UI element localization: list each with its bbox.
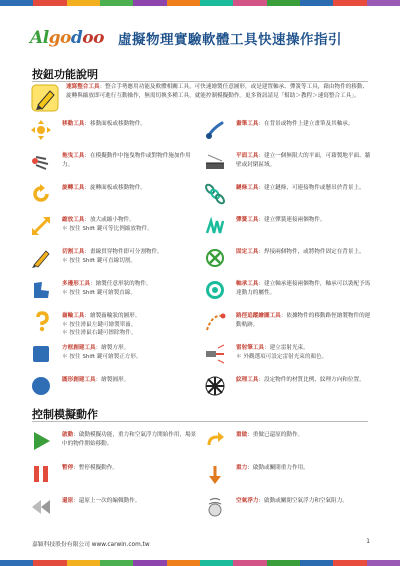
stripe-segment — [200, 560, 233, 566]
tools-item — [204, 373, 372, 404]
tools-desc: ：建立彈簧連接兩個物件。 — [258, 217, 326, 223]
stripe-segment — [33, 0, 66, 6]
tools-desc: ：旋轉面板或移動物件。 — [84, 185, 146, 191]
section-title-controls: 控制模擬動作 — [32, 408, 98, 421]
sketch-tool-desc: ：整合手勢應用功能及軟體相關工具，可快速繪製任意圖形，或是建置軸承、彈簧等工具，藉由物件的移動、旋轉與縮放即可進行互動操作，無需切換多種工具，就能控制模擬動作。更多資訊請見「幫助＞教程＞速寫整合工具」。 — [66, 84, 369, 99]
controls-name: 重做 — [236, 432, 248, 438]
tools-note: ＊ 外觀選項可設定雷射光束的顏色。 — [236, 353, 328, 360]
pause-icon — [30, 463, 52, 485]
stripe-segment — [300, 560, 333, 566]
chain-icon — [204, 183, 226, 205]
controls-desc: ：重做已還原的動作。 — [247, 432, 304, 438]
spring-icon — [204, 215, 226, 237]
stripe-segment — [100, 0, 133, 6]
tools-desc: ：放大或縮小物件。 — [84, 217, 135, 223]
stripe-segment — [0, 560, 33, 566]
tools-item — [30, 373, 198, 404]
tools-note: ＊ 按住 Shift 鍵可繪製直線。 — [62, 289, 136, 296]
tools-name: 固定工具 — [236, 249, 259, 255]
controls-item — [204, 461, 372, 492]
hinge-icon — [204, 279, 226, 301]
tools-name: 圓形創建工具 — [62, 377, 96, 383]
tracer-icon — [204, 311, 226, 333]
brush-icon — [204, 119, 226, 141]
tools-name: 拖曳工具 — [62, 153, 85, 159]
tools-name: 鏈條工具 — [236, 185, 259, 191]
tools-item — [30, 341, 198, 372]
redo-icon — [204, 430, 226, 452]
tools-name: 雷射筆工具 — [236, 345, 264, 351]
drag-icon — [30, 151, 52, 173]
tools-name: 路徑追蹤繪圖工具 — [236, 313, 281, 319]
stripe-segment — [67, 0, 100, 6]
tools-note: ＊ 按住 Shift 鍵可等比例縮放物件。 — [62, 225, 153, 232]
move-icon — [30, 119, 52, 141]
tools-name: 紋理工具 — [236, 377, 259, 383]
tools-grid — [30, 117, 370, 404]
tools-name: 移動工具 — [62, 121, 85, 127]
tools-name: 彈簧工具 — [236, 217, 259, 223]
tools-desc: ：焊接兩個物件，或將物件固定在背景上。 — [258, 249, 365, 255]
controls-name: 重力 — [236, 465, 248, 471]
tools-item — [30, 181, 198, 212]
tools-desc: ：畫線貫穿物件即可分割物件。 — [84, 249, 163, 255]
tools-name: 旋轉工具 — [62, 185, 85, 191]
tools-item — [204, 213, 372, 244]
tools-item — [204, 181, 372, 212]
bottom-color-stripe — [0, 560, 400, 566]
algodoo-logo: Algodoo — [30, 28, 104, 48]
tools-desc: ：設定物件的材質比例、紋理方向和位置。 — [258, 377, 365, 383]
company-info: 嘉穎科技股份有限公司 www.carwin.com.tw — [32, 542, 150, 548]
tools-item — [30, 277, 198, 308]
page-number: 1 — [366, 539, 370, 545]
controls-grid — [30, 428, 370, 525]
gear-icon — [30, 311, 52, 333]
tools-name: 縮放工具 — [62, 217, 85, 223]
tools-item — [204, 277, 372, 308]
air-icon — [204, 496, 226, 518]
tools-desc: ：在模擬動作中拖曳物件或對物件施加作用力。 — [62, 153, 191, 168]
texture-icon — [204, 375, 226, 397]
controls-desc: ：啟動或關閉重力作用。 — [247, 465, 309, 471]
controls-item — [204, 494, 372, 525]
tools-desc: ：繪製任意形狀的物件。 — [89, 281, 152, 287]
stripe-segment — [133, 560, 166, 566]
tools-desc: ：建立軸承連接兩個物件，軸承可以裝配予馬達動力的屬性。 — [236, 281, 371, 296]
controls-name: 暫停 — [62, 465, 74, 471]
stripe-segment — [367, 560, 400, 566]
stripe-segment — [333, 560, 366, 566]
stripe-segment — [100, 560, 133, 566]
stripe-segment — [333, 0, 366, 6]
controls-name: 啟動 — [62, 432, 74, 438]
tools-desc: ：移動面板或移動物件。 — [84, 121, 146, 127]
tools-item — [30, 149, 198, 180]
knife-icon — [30, 247, 52, 269]
header — [30, 26, 380, 50]
tools-name: 平面工具 — [236, 153, 259, 159]
stripe-segment — [367, 0, 400, 6]
plane-icon — [204, 151, 226, 173]
sketch-tool-name: 速寫整合工具 — [66, 84, 100, 90]
fixate-icon — [204, 247, 226, 269]
tools-name: 切割工具 — [62, 249, 85, 255]
scale-icon — [30, 215, 52, 237]
tools-desc: ：在背景或物件上建立畫筆及其軸承。 — [258, 121, 354, 127]
box-icon — [30, 343, 52, 365]
tools-desc: ：繪製方形。 — [95, 345, 130, 351]
footer — [32, 539, 370, 548]
controls-item — [30, 461, 198, 492]
tools-name: 方框創建工具 — [62, 345, 96, 351]
tools-desc: ：繪製齒輪狀的圖形。 — [84, 313, 141, 319]
stripe-segment — [267, 560, 300, 566]
stripe-segment — [0, 0, 33, 6]
polygon-icon — [30, 279, 52, 301]
tools-name: 軸承工具 — [236, 281, 259, 287]
stripe-segment — [200, 0, 233, 6]
stripe-segment — [300, 0, 333, 6]
tools-note: ＊ 按住 Shift 鍵可直線切割。 — [62, 257, 136, 264]
tools-item — [204, 149, 372, 180]
tools-desc: ：依據物件的移動路徑繪製物件的運動軌跡。 — [236, 313, 371, 328]
controls-desc: ：啟動模擬功能，重力和空氣浮力開始作用，場景中的物件開始移動。 — [62, 432, 197, 447]
tools-item — [204, 341, 372, 372]
controls-desc: ：啟動或關閉空氣浮力和空氣阻力。 — [258, 498, 348, 504]
stripe-segment — [167, 0, 200, 6]
tools-item — [30, 213, 198, 244]
tools-desc: ：建立一個無限大的平面，可藉製地平面、牆壁或封閉區域。 — [236, 153, 371, 168]
page-title: 虛擬物理實驗軟體工具快速操作指引 — [117, 32, 342, 48]
controls-desc: ：還原上一次的編輯動作。 — [73, 498, 141, 504]
sketch-pencil-icon — [30, 83, 60, 113]
tools-note: ＊ 按住滑鼠左鍵可繪製單齒。 ＊ 按住滑鼠右鍵可擦除物件。 — [62, 321, 137, 336]
tools-note: ＊ 按住 Shift 鍵可繪製正方形。 — [62, 353, 142, 360]
tools-desc: ：繪製圓形。 — [95, 377, 130, 383]
laser-icon — [204, 343, 226, 365]
controls-name: 還原 — [62, 498, 74, 504]
tools-name: 畫筆工具 — [236, 121, 259, 127]
tools-item — [30, 117, 198, 148]
stripe-segment — [267, 0, 300, 6]
controls-name: 空氣浮力 — [236, 498, 259, 504]
play-icon — [30, 430, 52, 452]
controls-desc: ：暫停模擬動作。 — [73, 465, 118, 471]
stripe-segment — [233, 0, 266, 6]
tools-desc: ：建立雷射光束。 — [263, 345, 309, 351]
section-title-tools: 按鈕功能說明 — [32, 68, 98, 81]
tools-item — [204, 117, 372, 148]
tools-name: 齒輪工具 — [62, 313, 85, 319]
tools-item — [30, 309, 198, 340]
tools-item — [204, 309, 372, 340]
tools-desc: ：建立鏈條，可連接物件或懸吊於背景上。 — [258, 185, 365, 191]
stripe-segment — [67, 560, 100, 566]
stripe-segment — [33, 560, 66, 566]
controls-item — [30, 428, 198, 459]
rotate-icon — [30, 183, 52, 205]
controls-item — [30, 494, 198, 525]
tools-name: 多邊形工具 — [62, 281, 90, 287]
undo-icon — [30, 496, 52, 518]
controls-item — [204, 428, 372, 459]
tools-item — [204, 245, 372, 276]
stripe-segment — [133, 0, 166, 6]
stripe-segment — [233, 560, 266, 566]
gravity-icon — [204, 463, 226, 485]
circle-icon — [30, 375, 52, 397]
stripe-segment — [167, 560, 200, 566]
tools-item — [30, 245, 198, 276]
top-color-stripe — [0, 0, 400, 6]
sketch-tool-intro — [30, 83, 370, 113]
